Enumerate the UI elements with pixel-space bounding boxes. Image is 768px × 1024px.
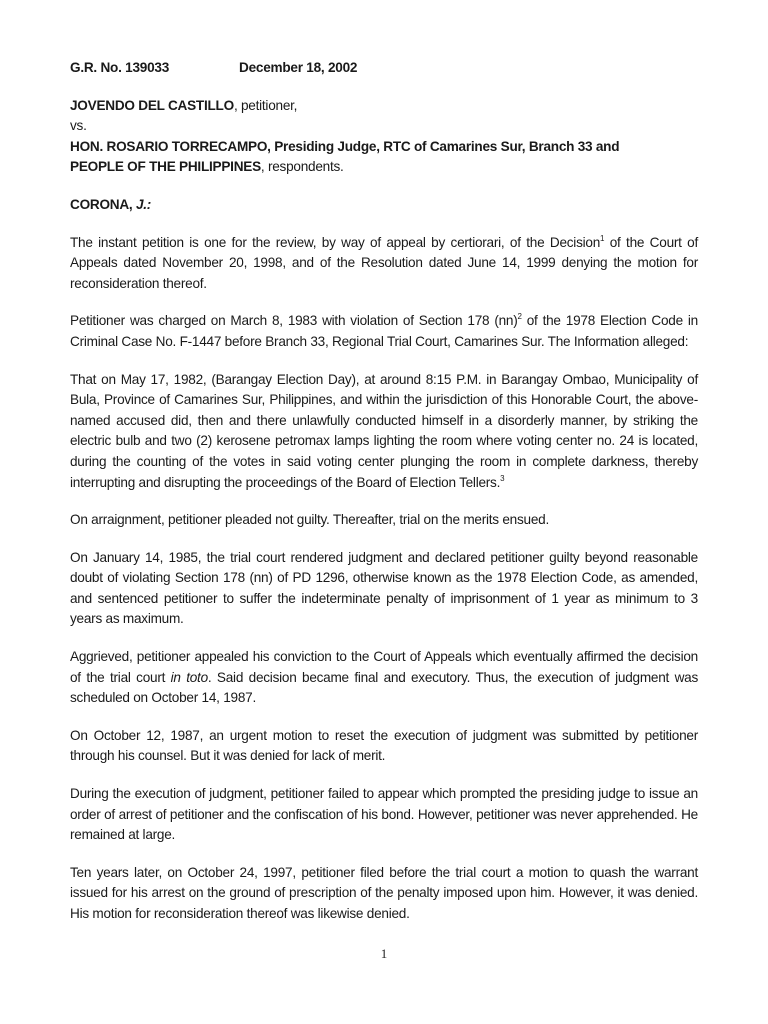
paragraph-text: Petitioner was charged on March 8, 1983 with violation of Section 178 (nn): [70, 313, 518, 329]
paragraph-text: . Said decision became final and executory. Thus, the execution of judgment was scheduled on October 14, 1987.: [70, 669, 699, 706]
versus-text: vs.: [70, 118, 87, 134]
paragraph-9: [70, 863, 698, 925]
page-number: 1: [380, 946, 388, 961]
paragraph-3-information: [70, 370, 698, 494]
paragraph-5: [70, 548, 698, 630]
paragraph-4: [70, 510, 698, 531]
petitioner-name: JOVENDO DEL CASTILLO: [70, 97, 234, 113]
paragraph-text: The instant petition is one for the review, by way of appeal by certiorari, of the Decision: [70, 234, 601, 250]
respondent-name-2: PEOPLE OF THE PHILIPPINES: [70, 159, 261, 175]
paragraph-2: [70, 311, 698, 352]
paragraph-text: of the 1978 Election Code in Criminal Case No. F-1447 before Branch 33, Regional Trial Court, Camarines Sur. The Information alleged:: [70, 313, 698, 349]
footnote-ref-1[interactable]: 1: [600, 233, 605, 243]
respondent-name-1: HON. ROSARIO TORRECAMPO, Presiding Judge, RTC of Camarines Sur, Branch 33 and: [70, 138, 620, 154]
paragraph-7: [70, 726, 698, 767]
paragraph-text: Ten years later, on October 24, 1997, petitioner filed before the trial court a motion to quash the warrant issued for his arrest on the ground of prescription of the penalty imposed upon him. However, it was denied. His motion for reconsideration thereof was likewise denied.: [70, 864, 698, 921]
paragraph-text: On January 14, 1985, the trial court rendered judgment and declared petitioner guilty beyond reasonable doubt of violating Section 178 (nn) of PD 1296, otherwise known as the 1978 Election Code, as amended, and sentenced petitioner to suffer the indeterminate penalty of imprisonment of 1 year as minimum to 3 years as maximum.: [70, 549, 698, 627]
paragraph-text: That on May 17, 1982, (Barangay Election Day), at around 8:15 P.M. in Barangay Ombao, Municipality of Bula, Province of Camarines Sur, Philippines, and within the jurisdiction of this Honorable Court, the above-named accused did, then and there unlawfully conducted himself in a disorderly manner, by striking the electric bulb and two (2) kerosene petromax lamps lighting the room where voting center no. 24 is located, during the counting of the votes in said voting center plunging the room in complete darkness, thereby interrupting and disrupting the proceedings of the Board of Election Tellers.: [70, 371, 698, 490]
paragraph-text: During the execution of judgment, petitioner failed to appear which prompted the presiding judge to issue an order of arrest of petitioner and the confiscation of his bond. However, petitioner was never apprehended. He remained at large.: [70, 786, 698, 843]
italic-term: in toto: [170, 669, 208, 685]
decision-date: December 18, 2002: [239, 60, 358, 75]
paragraph-8: [70, 784, 698, 846]
ponente-line: [70, 195, 698, 216]
footnote-ref-3[interactable]: 3: [500, 473, 505, 483]
document-page: [70, 58, 698, 942]
ponente-name: CORONA,: [70, 196, 136, 212]
case-header: [70, 58, 698, 79]
respondent-role: , respondents.: [260, 159, 344, 175]
paragraph-text: Aggrieved, petitioner appealed his conviction to the Court of Appeals which eventually affirmed the decision of the trial court: [70, 649, 698, 685]
ponente-suffix: J.:: [135, 196, 152, 212]
respondent-line-1: [70, 137, 698, 158]
paragraph-6: [70, 647, 698, 709]
paragraph-text: On arraignment, petitioner pleaded not guilty. Thereafter, trial on the merits ensued.: [70, 512, 549, 528]
versus-line: [70, 116, 698, 137]
gr-number: G.R. No. 139033: [70, 60, 170, 75]
petitioner-line: [70, 96, 698, 117]
respondent-line-2: [70, 157, 698, 178]
paragraph-1: [70, 233, 698, 295]
paragraph-text: On October 12, 1987, an urgent motion to reset the execution of judgment was submitted by petitioner through his counsel. But it was denied for lack of merit.: [70, 727, 698, 764]
footnote-ref-2[interactable]: 2: [517, 312, 522, 322]
paragraph-text: of the Court of Appeals dated November 20, 1998, and of the Resolution dated June 14, 1999 denying the motion for reconsideration thereof.: [70, 234, 699, 291]
petitioner-role: , petitioner,: [233, 97, 298, 113]
